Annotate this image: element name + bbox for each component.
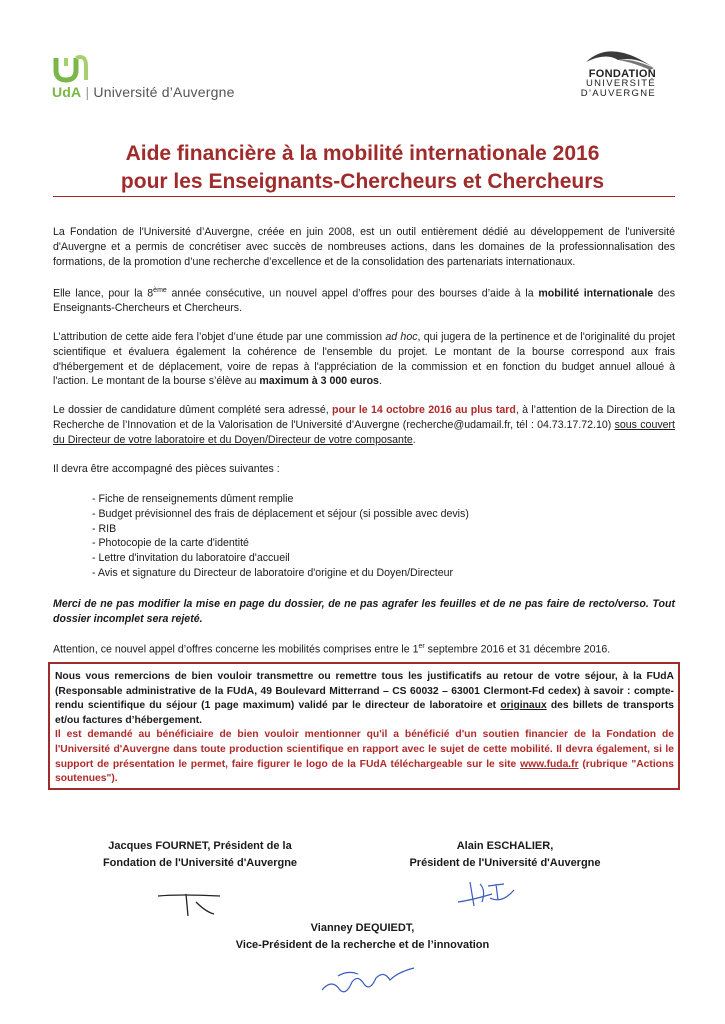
award-paragraph xyxy=(53,330,675,389)
p3-text-a: L’attribution de cette aide fera l’objet d’une étude par une commission xyxy=(53,331,386,343)
p4-text-b: , à l’attention de la Direction de la Recherche de l’Innovation et de la Valorisation de l'Université d’Auvergne (recherche@udamail.fr, tél : 04.73.17.72.10) xyxy=(53,404,675,431)
title-line1: Aide financière à la mobilité internationale 2016 xyxy=(125,142,600,165)
page-title xyxy=(0,140,725,196)
call-paragraph xyxy=(53,284,675,316)
p2-text-c: des Enseignants-Chercheurs et Chercheurs. xyxy=(53,287,675,315)
layout-warning: Merci de ne pas modifier la mise en page du dossier, de ne pas agrafer les feuilles et de ne pas faire de recto/verso. Tout dossier incomplet sera rejeté. xyxy=(53,598,675,625)
p2-sup: ème xyxy=(153,287,167,294)
signature-dequiedt xyxy=(318,960,418,1002)
box-underline: originaux xyxy=(500,700,547,712)
p7-sup: er xyxy=(418,643,425,650)
p7-text-a: Attention, ce nouvel appel d’offres concerne les mobilités comprises entre le 1 xyxy=(53,643,419,656)
p3-text-b: , qui jugera de la pertinence et de l'originalité du projet scientifique et évaluera également la cohérence de l'ensemble du projet. Le montant de la bourse correspond aux frais d'hébergement et de déplacement, voire de repas à l'appréciation de la commission et en fonction du budget annuel alloué à l'action. Le montant de la bourse s’élève au xyxy=(53,331,675,388)
title-divider xyxy=(53,196,675,197)
p7-text-b: septembre 2016 et 31 décembre 2016. xyxy=(424,643,611,656)
list-item: - Fiche de renseignements dûment remplie xyxy=(92,493,294,505)
box-paragraph-1 xyxy=(55,670,674,728)
box-text-1-end: des billets de transports et/ou factures d’hébergement. xyxy=(55,700,674,726)
sig-center-line2: Vice-Président de la recherche et de l’innovation xyxy=(235,939,490,951)
deadline-text: pour le 14 octobre 2016 au plus tard xyxy=(332,404,516,416)
signature-block-center xyxy=(190,920,535,954)
p4-text-c: . xyxy=(412,433,416,446)
list-item: - Photocopie de la carte d'identité xyxy=(92,537,249,550)
fondation-line2: UNIVERSITÉ xyxy=(585,78,656,89)
list-item: - Budget prévisionnel des frais de déplacement et séjour (si possible avec devis) xyxy=(92,507,469,520)
box-text-2: Il est demandé au bénéficiaire de bien vouloir mentionner qu'il a bénéficié d'un soutien financier de la Fondation de l'Université d'Auvergne dans toute production scientifique en rapport avec le sujet de cette mobilité. Il devra également, si le support de présentation le permet, faire figurer le logo de la FUdA téléchargeable sur le site xyxy=(55,729,674,770)
list-item: - RIB xyxy=(92,522,117,535)
sig-left-line2: Fondation de l'Université d'Auvergne xyxy=(102,857,298,869)
p3-bold: maximum à 3 000 euros xyxy=(259,375,379,388)
intro-paragraph: La Fondation de l'Université d’Auvergne, créée en juin 2008, est un outil entièrement dédié au développement de l'université d'Auvergne et a permis de concrétiser avec succès de nombreuses actions, dans les domaines de la professionnalisation des formations, de la promotion d’une recherche d’excellence et de la consolidation des partenariats internationaux. xyxy=(53,226,675,268)
submission-paragraph xyxy=(53,403,675,447)
p4-underline: sous couvert du Directeur de votre laboratoire et du Doyen/Directeur de votre composante xyxy=(53,418,676,446)
signature-fournet xyxy=(150,882,240,922)
box-text-2-end: (rubrique "Actions soutenues"). xyxy=(55,758,674,785)
signature-block-right xyxy=(380,838,630,872)
p2-bold: mobilité internationale xyxy=(538,287,654,300)
signature-block-left xyxy=(60,838,340,872)
justificatifs-box xyxy=(48,662,680,790)
fondation-wordmark xyxy=(566,69,656,99)
period-paragraph xyxy=(53,640,675,657)
sig-right-line2: Président de l'Université d'Auvergne xyxy=(409,857,601,869)
list-item: - Lettre d'invitation du laboratoire d'accueil xyxy=(92,552,290,565)
p3-text-c: . xyxy=(378,375,382,388)
documents-intro: Il devra être accompagné des pièces suivantes : xyxy=(53,463,280,475)
fuda-link[interactable]: www.fuda.fr xyxy=(520,758,579,770)
uda-name: Université d’Auvergne xyxy=(93,84,235,100)
p3-italic: ad hoc xyxy=(385,331,418,343)
sig-left-line1: Jacques FOURNET, Président de la xyxy=(108,840,292,852)
p2-text-b: année consécutive, un nouvel appel d’offres pour des bourses d’aide à la xyxy=(166,287,539,300)
sig-right-line1: Alain ESCHALIER, xyxy=(456,840,554,852)
fondation-line1: FONDATION xyxy=(588,68,656,80)
uda-wordmark: UdA | Université d’Auvergne xyxy=(52,84,235,100)
signature-eschalier xyxy=(452,876,522,910)
box-paragraph-2 xyxy=(55,728,674,786)
uda-abbr: UdA xyxy=(52,84,82,100)
p2-text-a: Elle lance, pour la 8 xyxy=(53,287,154,300)
title-line2: pour les Enseignants-Chercheurs et Chercheurs xyxy=(120,170,605,193)
p4-text-a: Le dossier de candidature dûment complété sera adressé, xyxy=(53,404,333,416)
documents-list xyxy=(92,492,469,581)
list-item: - Avis et signature du Directeur de laboratoire d'origine et du Doyen/Directeur xyxy=(92,566,454,579)
fondation-line3: D’AUVERGNE xyxy=(580,88,656,99)
sig-center-line1: Vianney DEQUIEDT, xyxy=(310,922,415,934)
box-text-1: Nous vous remercions de bien vouloir transmettre ou remettre tous les justificatifs au retour de votre séjour, à la FUdA (Responsable administrative de la FUdA, 49 Boulevard Mitterrand – CS 60032 – 63001 Clermont-Fd cedex) à savoir : compte-rendu scientifique du séjour (1 page maximum) validé par le directeur de laboratoire et xyxy=(55,671,674,712)
